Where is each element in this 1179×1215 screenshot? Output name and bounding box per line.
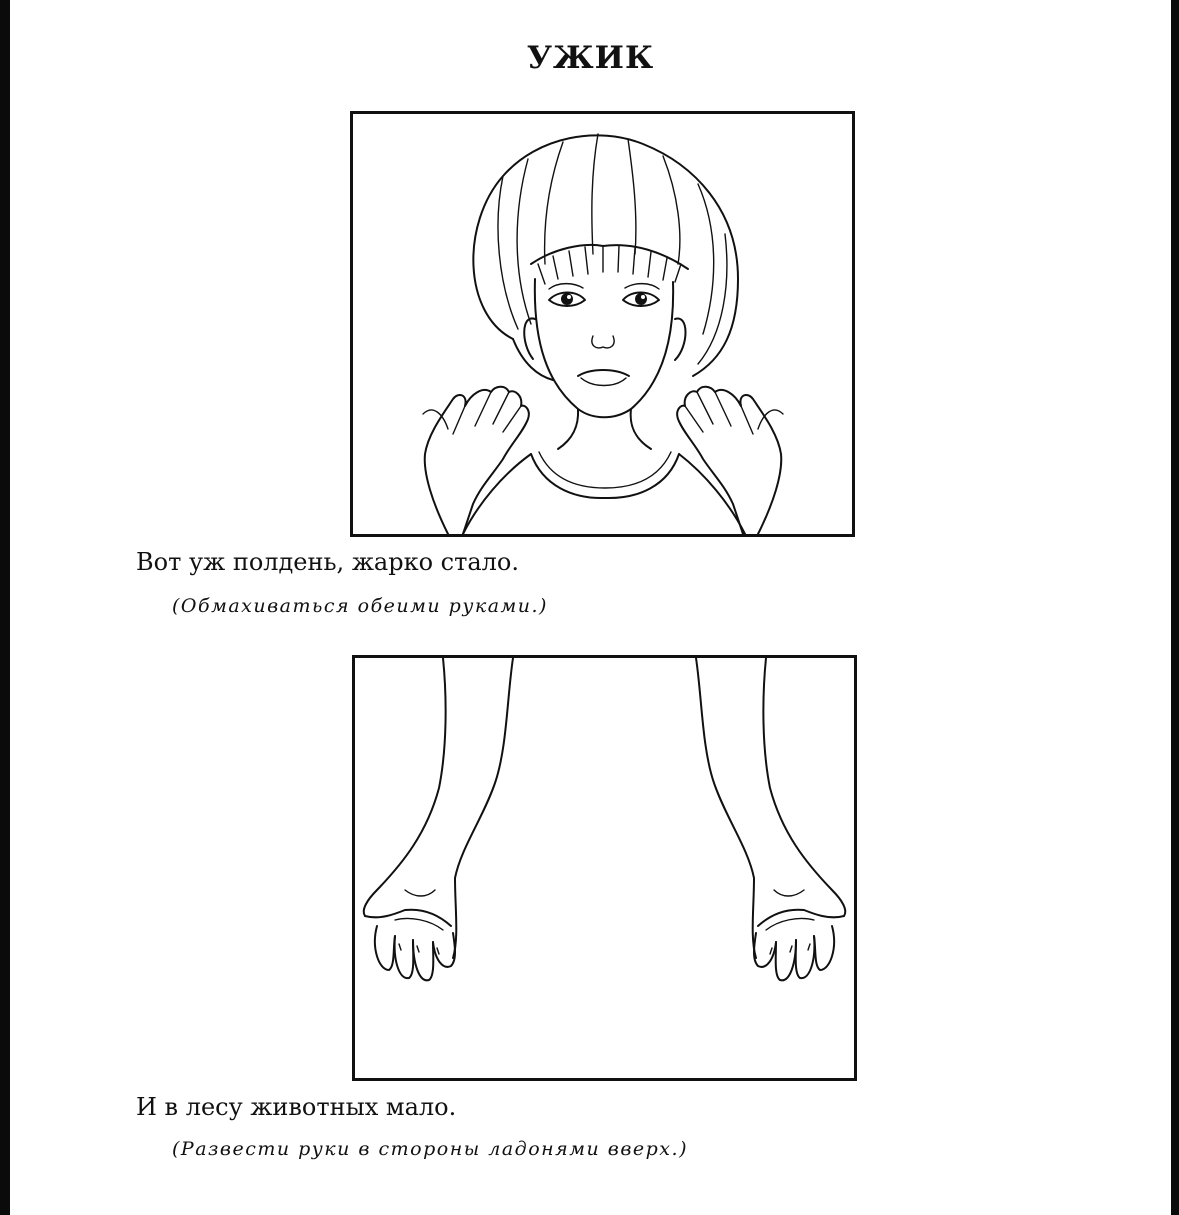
page bbox=[10, 0, 1171, 1215]
arms-palms-up-drawing bbox=[355, 658, 854, 1078]
page-title: УЖИК bbox=[526, 40, 655, 76]
instruction-line-1: (Обмахиваться обеими руками.) bbox=[172, 595, 548, 617]
verse-line-2: И в лесу животных мало. bbox=[136, 1093, 457, 1121]
verse-line-1: Вот уж полдень, жарко стало. bbox=[136, 548, 519, 576]
instruction-line-2: (Развести руки в стороны ладонями вверх.) bbox=[172, 1138, 688, 1160]
illustration-arms-palms-up bbox=[352, 655, 857, 1081]
child-fanning-drawing bbox=[353, 114, 852, 534]
illustration-child-fanning bbox=[350, 111, 855, 537]
